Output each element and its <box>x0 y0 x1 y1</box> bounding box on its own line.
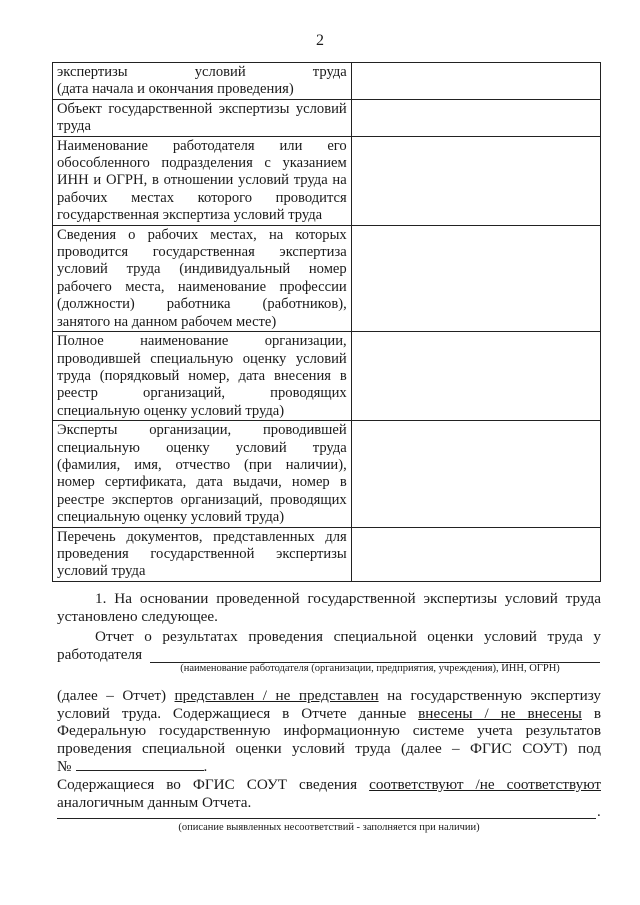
paragraph-line-d: проведения специальной оценки условий труда (далее – ФГИС СОУТ) под <box>57 739 601 757</box>
row-value-cell[interactable] <box>351 225 600 331</box>
report-line-2: работодателя <box>57 645 143 663</box>
row-label-line: обособленного подразделения с указанием <box>57 155 347 172</box>
row-label <box>53 332 352 421</box>
section-1-line-1: 1. На основании проведенной государственной экспертизы условий труда <box>95 590 601 607</box>
row-label-line: специальную оценку условий труда) <box>57 402 285 419</box>
text-fragment: . <box>203 758 208 776</box>
text-fragment: в <box>593 704 601 722</box>
row-label-line: рабочих местах которого проводится <box>57 189 347 206</box>
table-row <box>53 99 601 136</box>
row-label-line: проводится государственная экспертиза <box>57 244 347 261</box>
row-label-line: труда (порядковый номер, дата внесения в <box>57 367 347 384</box>
row-value-cell[interactable] <box>351 63 600 100</box>
row-label-line: специальную оценку условий труда <box>57 439 347 456</box>
report-statement <box>57 628 601 663</box>
end-dot: . <box>597 804 601 820</box>
row-label <box>53 225 352 331</box>
section-1-intro <box>57 590 601 625</box>
row-label-line: занятого на данном рабочем месте) <box>57 313 277 330</box>
row-label-line: реестре экспертов организаций, проводящих <box>57 491 347 508</box>
employer-caption: (наименование работодателя (организации, предприятия, учреждения), ИНН, ОГРН) <box>180 663 560 674</box>
row-label-line: (должности) работника (работников), <box>57 296 347 313</box>
table-row <box>53 225 601 331</box>
table-row <box>53 63 601 100</box>
text-fragment: Содержащиеся во ФГИС СОУТ сведения <box>57 775 358 793</box>
row-value-cell[interactable] <box>351 136 600 225</box>
row-label-line: Полное наименование организации, <box>57 333 347 350</box>
row-label-line: условий труда (индивидуальный номер <box>57 261 347 278</box>
row-label-line: (фамилия, имя, отчество (при наличии), <box>57 456 347 473</box>
table-row <box>53 421 601 527</box>
row-label <box>53 136 352 225</box>
row-label <box>53 99 352 136</box>
page-number: 2 <box>316 32 324 49</box>
row-label <box>53 421 352 527</box>
row-label-line: государственная экспертиза условий труда <box>57 207 323 224</box>
row-label-line: Объект государственной экспертизы условий <box>57 100 347 117</box>
row-label-line: Эксперты организации, проводившей <box>57 422 347 439</box>
section-1-line-2: установлено следующее. <box>57 607 218 625</box>
row-label-line: условий труда <box>57 563 146 580</box>
expertise-info-table <box>52 62 601 582</box>
mismatch-caption: (описание выявленных несоответствий - заполняется при наличии) <box>178 822 480 833</box>
report-line-1: Отчет о результатах проведения специальной оценки условий труда у <box>95 628 601 645</box>
row-label-line: реестр организаций, проводящих <box>57 385 347 402</box>
row-value-cell[interactable] <box>351 421 600 527</box>
row-value-cell[interactable] <box>351 527 600 581</box>
paragraph-line-b <box>57 705 601 723</box>
text-fragment: условий труда. Содержащиеся в Отчете данные <box>57 704 407 722</box>
row-label-line: экспертизы условий труда <box>57 64 347 80</box>
row-label-line: ИНН и ОГРН, в отношении условий труда на <box>57 172 347 189</box>
paragraph-line-a <box>57 687 601 705</box>
correspondence-option[interactable]: соответствуют /не соответствуют <box>369 775 601 793</box>
table-row <box>53 136 601 225</box>
row-label-line: Перечень документов, представленных для <box>57 528 347 545</box>
row-label-line: специальную оценку условий труда) <box>57 509 285 526</box>
table-row <box>53 527 601 581</box>
row-label-line: (дата начала и окончания проведения) <box>57 81 294 98</box>
report-submission-paragraph <box>57 687 601 811</box>
paragraph-line-e <box>57 757 601 776</box>
row-label-line: номер сертификата, дата выдачи, номер в <box>57 474 347 491</box>
row-label-line: Сведения о рабочих местах, на которых <box>57 226 347 243</box>
paragraph-line-g: аналогичным данным Отчета. <box>57 793 252 811</box>
row-value-cell[interactable] <box>351 332 600 421</box>
row-label-line: труда <box>57 118 91 135</box>
row-label-line: рабочего места, наименование профессии <box>57 278 347 295</box>
paragraph-line-c: Федеральную государственную информационную системе учета результатов <box>57 722 601 740</box>
text-fragment: на государственную экспертизу <box>387 687 602 704</box>
submitted-option[interactable]: представлен / не представлен <box>174 687 379 704</box>
paragraph-line-f <box>57 776 601 794</box>
text-fragment: (далее – Отчет) <box>57 687 167 704</box>
row-label-line: Наименование работодателя или его <box>57 137 347 154</box>
entered-option[interactable]: внесены / не внесены <box>418 704 582 722</box>
row-label-line: проводившей специальную оценку условий <box>57 350 347 367</box>
row-label <box>53 63 352 100</box>
row-value-cell[interactable] <box>351 99 600 136</box>
registry-number-field[interactable] <box>76 757 204 771</box>
row-label <box>53 527 352 581</box>
mismatch-description-field[interactable] <box>57 818 596 819</box>
row-label-line: проведения государственной экспертизы <box>57 545 347 562</box>
table-row <box>53 332 601 421</box>
number-sign: № <box>57 758 72 776</box>
